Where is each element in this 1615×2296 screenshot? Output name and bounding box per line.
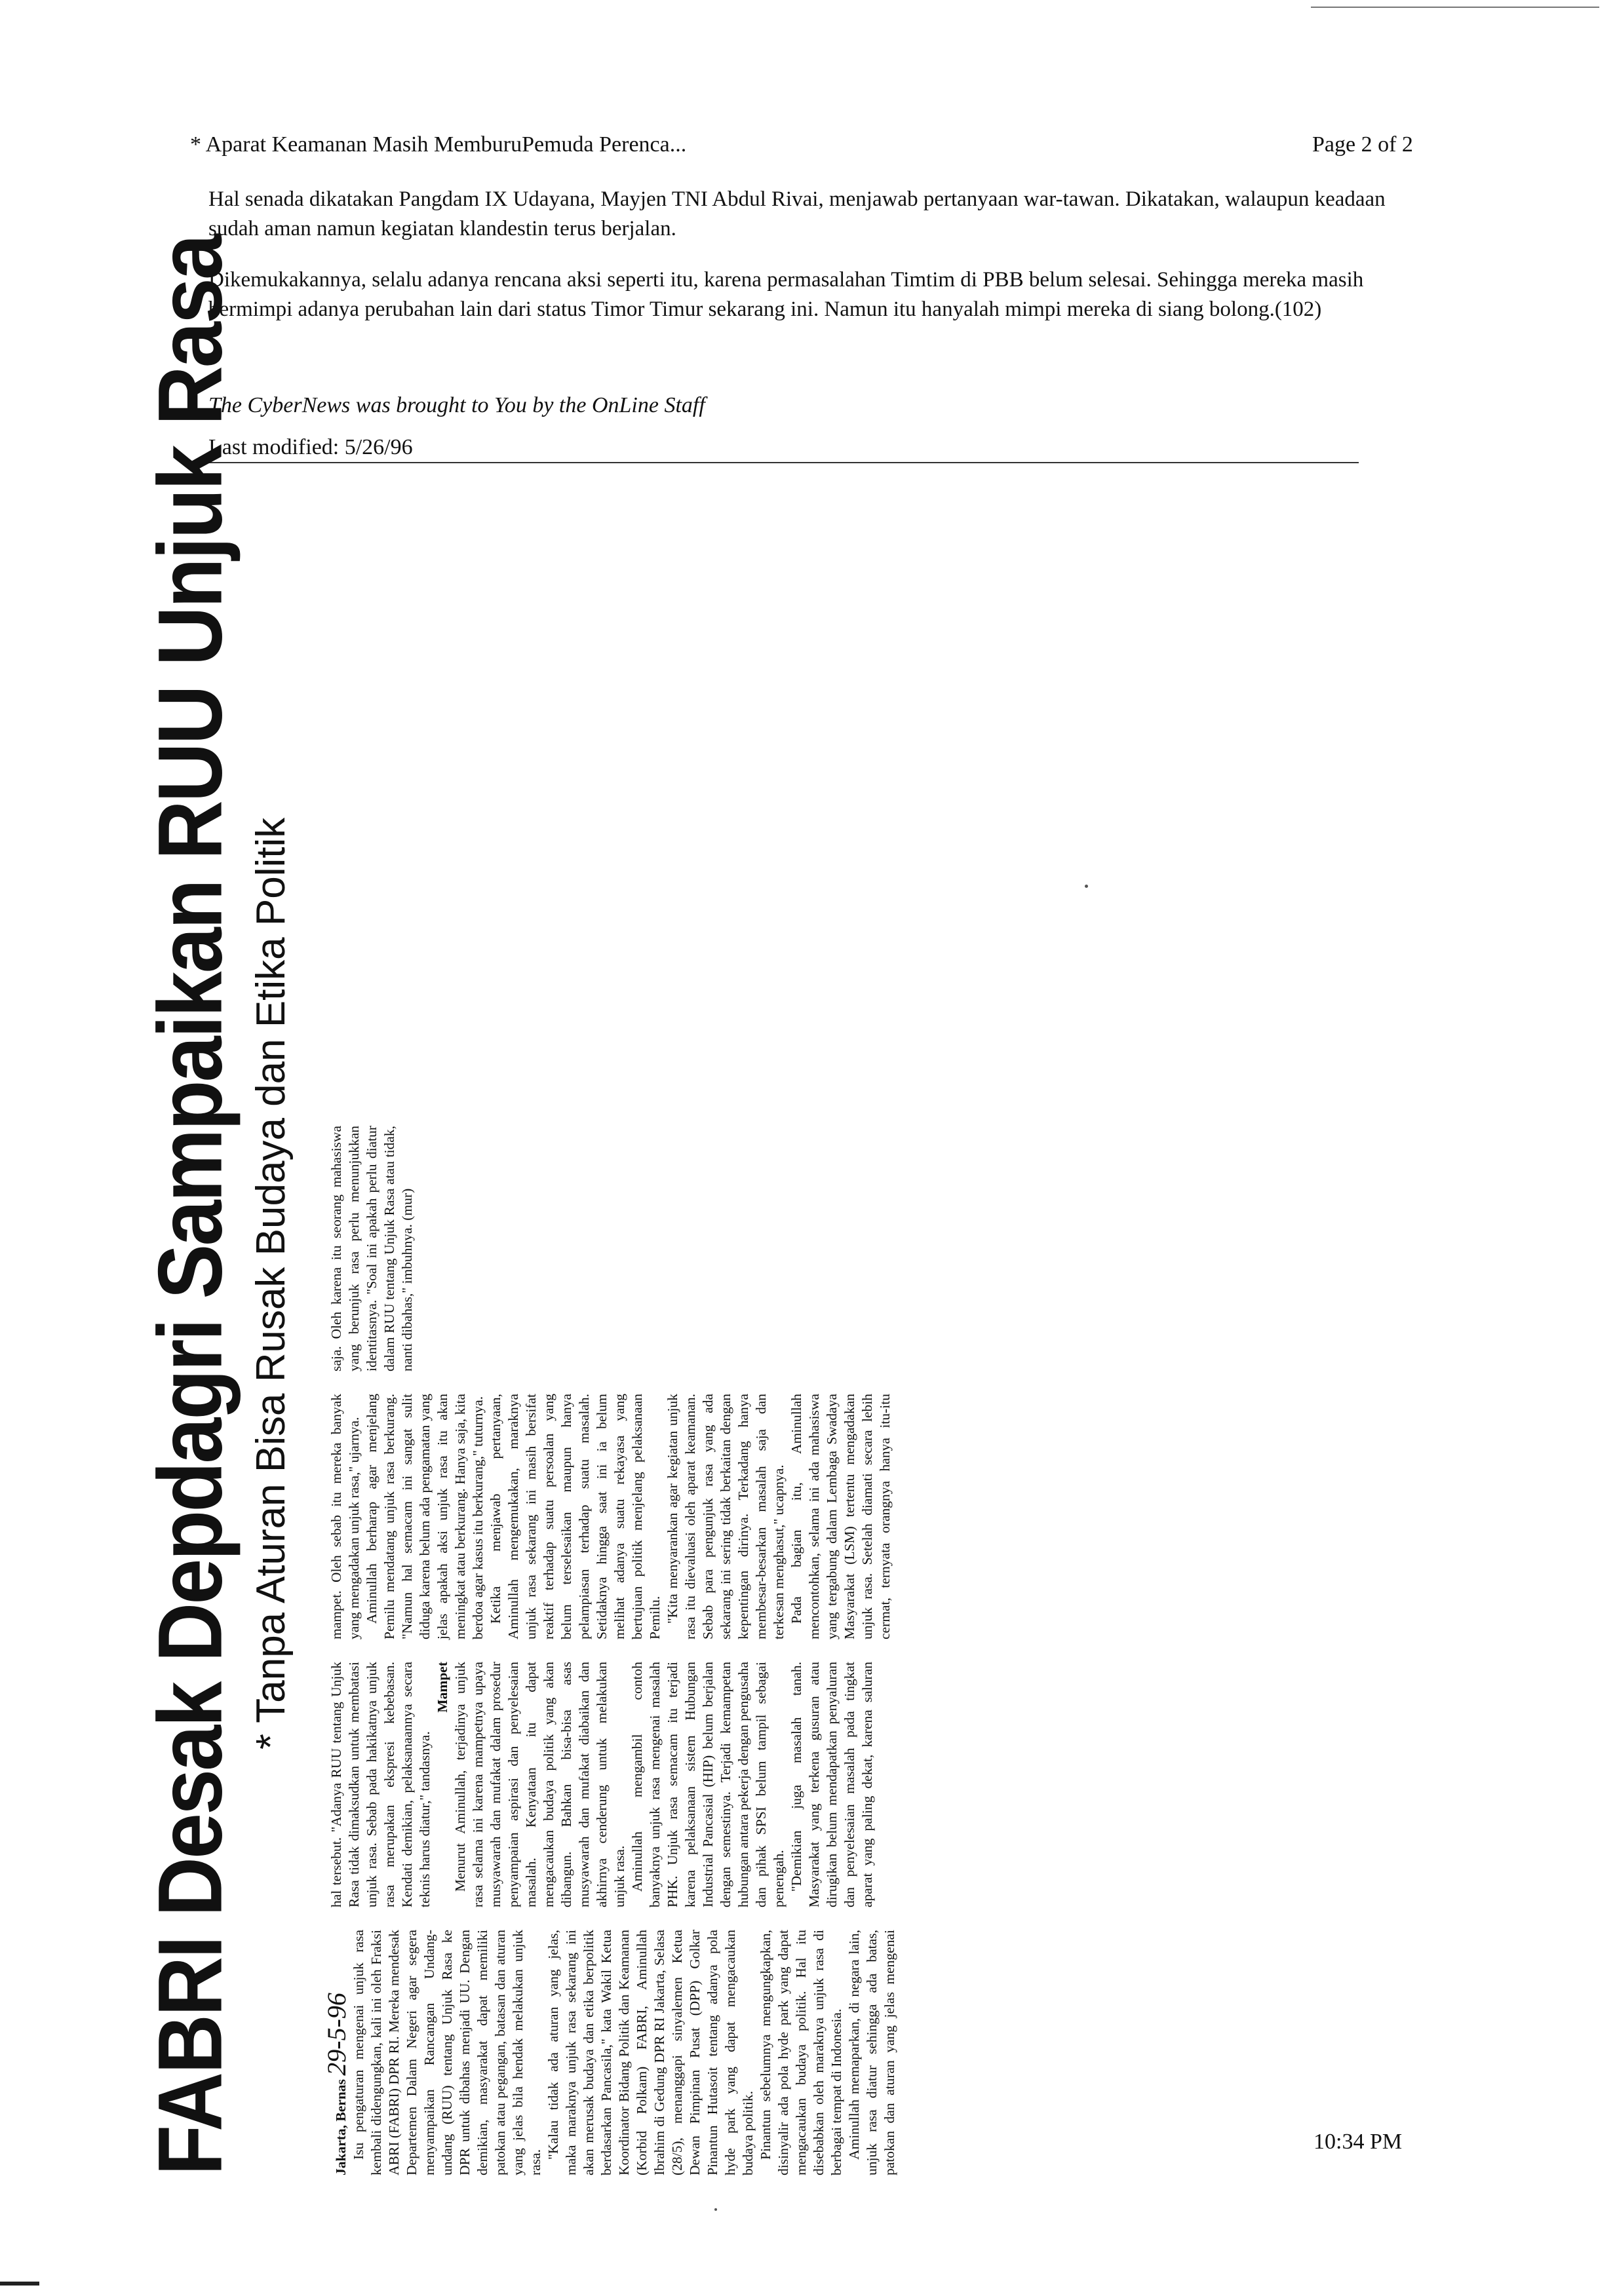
last-modified: Last modified: 5/26/96	[208, 435, 413, 459]
clipping-subheadline: * Tanpa Aturan Bisa Rusak Budaya dan Etika Politik	[248, 817, 294, 1750]
clipping-article-columns	[322, 590, 911, 2175]
web-paragraph-1: Hal senada dikatakan Pangdam IX Udayana, Mayjen TNI Abdul Rivai, menjawab pertanyaan war-tawan. Dikatakan, walaupun keadaan sudah aman namun kegiatan klandestin terus berjalan.	[208, 187, 1386, 240]
clipping-subsection-heading: Mampet	[435, 1662, 450, 1713]
scan-speck	[1085, 885, 1088, 888]
clipping-dateline: Jakarta, Bernas	[333, 2079, 349, 2175]
print-timestamp: 10:34 PM	[1313, 2130, 1403, 2154]
web-paragraph-2: Dikemukakannya, selalu adanya rencana aksi seperti itu, karena permasalahan Timtim di PBB belum selesai. Sehingga mereka masih bermimpi adanya perubahan lain dari status Timor Timur sekarang ini. Namun itu hanyalah mimpi mereka di siang bolong.(102)	[208, 268, 1364, 321]
handwritten-date: 29-5-96	[322, 1993, 351, 2076]
clipping-headline: FABRI Desak Depdagri Sampaikan RUU Unjuk Rasa	[139, 236, 241, 2175]
clipping-paragraph: Pinantun sebelumnya mengungkapkan, disinyalir ada pola hyde park yang dapat mengacaukan budaya politik. Hal itu disebabkan oleh maraknya unjuk rasa di berbagai tempat di Indonesia.	[758, 1930, 844, 2175]
clipping-paragraph: Aminullah berharap agar menjelang Pemilu mendatang unjuk rasa berkurang. "Namun hal semacam ini sangat sulit diduga karena belum ada pengamatan yang jelas apakah aksi unjuk rasa itu akan meningkat atau berkurang. Hanya saja, kita berdoa agar kasus itu berkurang," tuturnya.	[364, 1394, 486, 1639]
clipping-paragraph: "Kita menyarankan agar kegiatan unjuk rasa itu dievaluasi oleh aparat keamanan. Sebab para pengunjuk rasa yang ada sekarang ini sering tidak berkaitan dengan kepentingan dirinya. Terkadang hanya membesar-besarkan masalah saja dan terkesan menghasut," ucapnya.	[665, 1394, 787, 1639]
scan-artifact	[1311, 7, 1599, 8]
web-article-body	[208, 185, 1441, 346]
clipping-paragraph: Pada bagian itu, Aminullah mencontohkan, selama ini ada mahasiswa yang tergabung dalam Lembaga Swadaya Masyarakat (LSM) tertentu mengadakan unjuk rasa. Setelah diamati secara lebih cermat, ternyata orangnya hanya itu-itu saja. Oleh karena itu seorang mahasiswa yang berunjuk rasa perlu menunjukkan identitasnya. "Soal ini apakah perlu diatur dalam RUU tentang Unjuk Rasa atau tidak, nanti dibahas," imbuhnya. (mur)	[328, 1126, 893, 1639]
divider-line	[208, 462, 1359, 463]
cybernews-credit: The CyberNews was brought to You by the OnLine Staff	[208, 393, 705, 417]
clipping-paragraph: Isu pengaturan mengenai unjuk rasa kembali didengungkan, kali ini oleh Fraksi ABRI (FABRI) DPR RI. Mereka mendesak Departemen Dalam Negeri agar segera menyampaikan Rancangan Undang-undang (RUU) tentang Unjuk Rasa ke DPR untuk dibahas menjadi UU. Dengan demikian, masyarakat dapat memiliki patokan atau pegangan, batasan dan aturan yang jelas bila hendak melakukan unjuk rasa.	[351, 1930, 543, 2175]
print-header-title: * Aparat Keamanan Masih MemburuPemuda Perenca...	[190, 132, 687, 157]
clipping-paragraph: "Demikian juga masalah tanah. Masyarakat yang terkena gusuran atau dirugikan belum mendapatkan penyaluran dan penyelesaian masalah pada tingkat aparat yang paling dekat, karena saluran mampet. Oleh sebab itu mereka banyak yang mengadakan unjuk rasa," ujarnya.	[328, 1394, 875, 1907]
clipping-paragraph: Aminullah memaparkan, di negara lain, unjuk rasa diatur sehingga ada batas, patokan dan aturan yang jelas mengenai hal tersebut. "Adanya RUU tentang Unjuk Rasa tidak dimaksudkan untuk membatasi unjuk rasa. Sebab pada hakikatnya unjuk rasa merupakan ekspresi kebebasan. Kendati demikian, pelaksanaannya secara teknis harus diatur," tandasnya.	[328, 1662, 897, 2175]
clipping-paragraph: "Kalau tidak ada aturan yang jelas, maka maraknya unjuk rasa sekarang ini akan merusak budaya dan etika berpolitik berdasarkan Pancasila," kata Wakil Ketua Koordinator Bidang Politik dan Keamanan (Korbid Polkam) FABRI, Aminullah Ibrahim di Gedung DPR RI Jakarta, Selasa (28/5), menanggapi sinyalemen Ketua Dewan Pimpinan Pusat (DPP) Golkar Pinantun Hutasoit tentang adanya pola hyde park yang dapat mengacaukan budaya politik.	[545, 1930, 756, 2175]
page-number: Page 2 of 2	[1312, 132, 1413, 157]
scan-speck	[714, 2208, 717, 2211]
scan-artifact	[0, 2282, 39, 2286]
clipping-paragraph: Menurut Aminullah, terjadinya unjuk rasa selama ini karena mampetnya upaya musyawarah dan mufakat dalam prosedur penyampaian aspirasi dan penyelesaian masalah. Kenyataan itu dapat mengacaukan budaya politik yang akan dibangun. Bahkan bisa-bisa asas musyawarah dan mufakat diabaikan dan akhirnya cenderung untuk melakukan unjuk rasa.	[452, 1662, 627, 1907]
clipping-paragraph: Aminullah mengambil contoh banyaknya unjuk rasa mengenai masalah PHK. Unjuk rasa semacam itu terjadi karena pelaksanaan sistem Hubungan Industrial Pancasial (HIP) belum berjalan dengan semestinya. Terjadi kemampetan hubungan antara pekerja dengan pengusaha dan pihak SPSI belum tampil sebagai penengah.	[629, 1662, 787, 1907]
clipping-paragraph: Ketika menjawab pertanyaan, Aminullah mengemukakan, maraknya unjuk rasa sekarang ini masih bersifat reaktif terhadap suatu persoalan yang belum terselesaikan maupun hanya pelampiasan terhadap suatu masalah. Setidaknya hingga saat ini ia belum melihat adanya suatu rekayasa yang bertujuan politik menjelang pelaksanaan Pemilu.	[488, 1394, 663, 1639]
clipping-paragraph	[322, 1930, 351, 2175]
